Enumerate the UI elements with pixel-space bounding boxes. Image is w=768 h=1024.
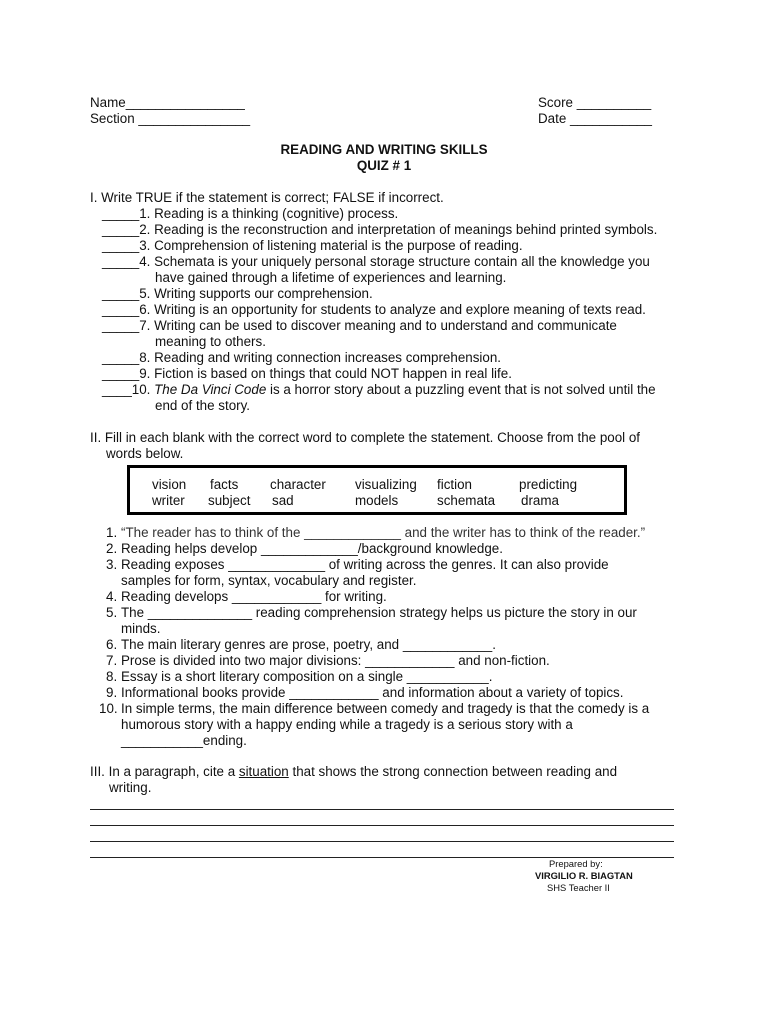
part1-instruction: I. Write TRUE if the statement is correct; FALSE if incorrect. bbox=[90, 190, 444, 205]
part1-item: _____2. Reading is the reconstruction and interpretation of meanings behind printed symbols. bbox=[102, 222, 658, 237]
answer-line[interactable] bbox=[90, 825, 674, 826]
situation-underlined: situation bbox=[238, 764, 289, 779]
part1-item-text: is a horror story about a puzzling event that is not solved until the bbox=[266, 382, 656, 397]
part1-item: _____9. Fiction is based on things that could NOT happen in real life. bbox=[102, 366, 512, 381]
word-pool-word: models bbox=[355, 493, 399, 508]
part2-item-number: 10. bbox=[99, 701, 118, 716]
answer-line[interactable] bbox=[90, 841, 674, 842]
part2-item-number: 5. bbox=[106, 605, 118, 620]
book-title: The Da Vinci Code bbox=[154, 382, 267, 397]
part1-item: _____3. Comprehension of listening material is the purpose of reading. bbox=[102, 238, 523, 253]
part1-item: _____8. Reading and writing connection increases comprehension. bbox=[102, 350, 501, 365]
part2-item-number: 4. bbox=[106, 589, 118, 604]
part1-item: _____4. Schemata is your uniquely personal storage structure contain all the knowledge you bbox=[102, 254, 650, 269]
part2-item-continuation: ___________ending. bbox=[121, 733, 247, 748]
word-pool-word: vision bbox=[152, 477, 187, 492]
word-pool-word: sad bbox=[272, 493, 294, 508]
part2-item-number: 6. bbox=[106, 637, 118, 652]
part2-item-continuation: samples for form, syntax, vocabulary and register. bbox=[121, 573, 417, 588]
part1-item-prefix: ____10. bbox=[102, 382, 155, 397]
word-pool-word: visualizing bbox=[355, 477, 417, 492]
part3-instruction-text: that shows the strong connection between reading and bbox=[288, 764, 618, 779]
part2-item-continuation: humorous story with a happy ending while a tragedy is a serious story with a bbox=[121, 717, 573, 732]
part2-item: Reading exposes _____________ of writing across the genres. It can also provide bbox=[121, 557, 609, 572]
page-title: READING AND WRITING SKILLS bbox=[280, 142, 488, 157]
name-field: Name________________ bbox=[90, 95, 245, 110]
part2-item: Reading develops ____________ for writing. bbox=[121, 589, 387, 604]
part3-instruction-text: III. In a paragraph, cite a bbox=[90, 764, 239, 779]
part2-item: In simple terms, the main difference between comedy and tragedy is that the comedy is a bbox=[121, 701, 650, 716]
word-pool-word: character bbox=[270, 477, 326, 492]
part2-instruction: II. Fill in each blank with the correct word to complete the statement. Choose from the pool of bbox=[90, 430, 641, 445]
word-pool-word: drama bbox=[521, 493, 559, 508]
answer-line[interactable] bbox=[90, 809, 674, 810]
part2-item-continuation: minds. bbox=[121, 621, 161, 636]
part2-item: Informational books provide ____________ and information about a variety of topics. bbox=[121, 685, 624, 700]
part1-item: _____7. Writing can be used to discover meaning and to understand and communicate bbox=[102, 318, 617, 333]
part2-item: “The reader has to think of the _____________ and the writer has to think of the reader.” bbox=[121, 525, 646, 540]
part1-item: _____5. Writing supports our comprehension. bbox=[102, 286, 373, 301]
part2-item-number: 7. bbox=[106, 653, 118, 668]
word-pool-word: schemata bbox=[437, 493, 496, 508]
part1-item: _____1. Reading is a thinking (cognitive) process. bbox=[102, 206, 399, 221]
word-pool-word: fiction bbox=[437, 477, 472, 492]
part2-item-number: 1. bbox=[106, 525, 118, 540]
part1-item-continuation: meaning to others. bbox=[155, 334, 266, 349]
word-pool-word: writer bbox=[152, 493, 185, 508]
word-pool-word: subject bbox=[208, 493, 251, 508]
preparer-position: SHS Teacher II bbox=[547, 882, 610, 893]
part2-item: The main literary genres are prose, poetry, and ____________. bbox=[121, 637, 496, 652]
word-pool-word: predicting bbox=[519, 477, 578, 492]
prepared-by-label: Prepared by: bbox=[549, 858, 603, 869]
word-pool-word: facts bbox=[210, 477, 239, 492]
part1-item: _____6. Writing is an opportunity for students to analyze and explore meaning of texts read. bbox=[102, 302, 646, 317]
quiz-number: QUIZ # 1 bbox=[356, 158, 412, 173]
part1-item-continuation: end of the story. bbox=[155, 398, 251, 413]
part2-item: Reading helps develop _____________/background knowledge. bbox=[121, 541, 503, 556]
part2-item-number: 8. bbox=[106, 669, 118, 684]
preparer-name: VIRGILIO R. BIAGTAN bbox=[535, 870, 633, 881]
part2-item-number: 2. bbox=[106, 541, 118, 556]
section-field: Section _______________ bbox=[90, 111, 251, 126]
part2-item-number: 9. bbox=[106, 685, 118, 700]
part2-instruction-continuation: words below. bbox=[106, 446, 184, 461]
part2-item-number: 3. bbox=[106, 557, 118, 572]
part1-item-continuation: have gained through a lifetime of experiences and learning. bbox=[155, 270, 507, 285]
part1-item bbox=[102, 382, 656, 398]
score-field: Score __________ bbox=[538, 95, 652, 110]
part2-item: Essay is a short literary composition on a single ___________. bbox=[121, 669, 493, 684]
part2-item: The ______________ reading comprehension strategy helps us picture the story in our bbox=[121, 605, 637, 620]
part3-instruction-continuation: writing. bbox=[109, 780, 152, 795]
word-pool-box bbox=[127, 465, 627, 515]
part3-instruction bbox=[90, 764, 617, 780]
part2-item: Prose is divided into two major divisions: ____________ and non-fiction. bbox=[121, 653, 550, 668]
date-field: Date ___________ bbox=[538, 111, 652, 126]
